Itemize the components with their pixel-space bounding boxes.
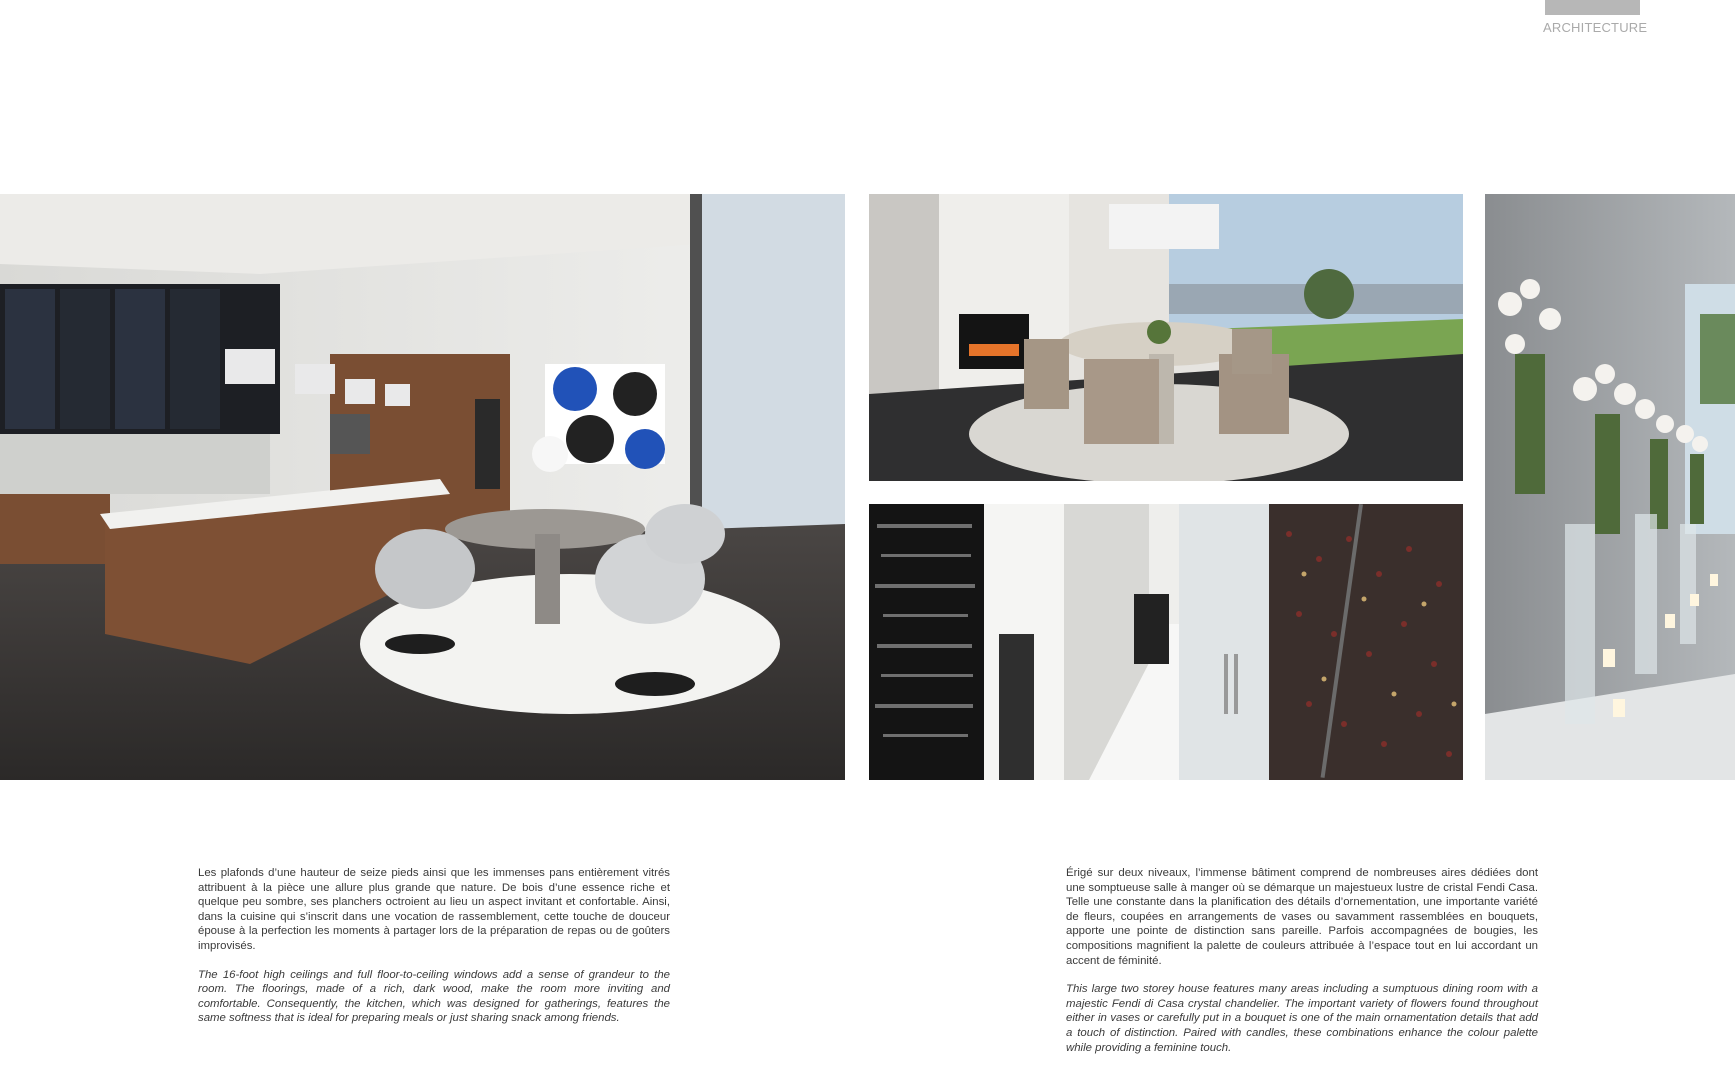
wine-cellar-hallway-photo: [869, 504, 1463, 780]
left-french-paragraph: Les plafonds d’une hauteur de seize pieds ainsi que les immenses pans entièrement vitrés attribuent à la pièce une allure plus grande que nature. De bois d’une essence riche et quelque peu sombre, ses planchers octroient au lieu un aspect invitant et confortable. Ainsi, dans la cuisine qui s’inscrit dans une vocation de rassemblement, cette touche de douceur épouse à la perfection les moments à partager lors de la préparation de repas ou de goûters improvisés.: [198, 867, 670, 952]
section-label: ARCHITECTURE: [1543, 20, 1648, 35]
right-text-column: [1066, 866, 1538, 1069]
right-french-paragraph: Érigé sur deux niveaux, l’immense bâtiment comprend de nombreuses aires dédiées dont une somptueuse salle à manger où se démarque un majestueux lustre de cristal Fendi Casa. Telle une constante dans la planification des détails d’ornementation, une importante variété de fleurs, coupées en arrangements de vases ou savamment rassemblées en bouquets, apporte une pointe de distinction sans pareille. Parfois accompagnées de bougies, les compositions magnifient la palette de couleurs attribuée à l’espace tout en lui accordant un accent de féminité.: [1066, 867, 1538, 967]
left-text-column: [198, 866, 670, 1040]
orchid-arrangement-photo: [1485, 194, 1735, 780]
kitchen-photo: [0, 194, 845, 780]
section-tab: [1545, 0, 1640, 15]
right-english-paragraph: This large two storey house features many areas including a sumptuous dining room with a majestic Fendi di Casa crystal chandelier. The important variety of flowers found throughout either in vases or carefully put in a bouquet is one of the main ornamentation details that add a touch of distinction. Paired with candles, these combinations enhance the colour palette while providing a feminine touch.: [1066, 983, 1538, 1054]
left-english-paragraph: The 16-foot high ceilings and full floor-to-ceiling windows add a sense of grandeur to the room. The floorings, made of a rich, dark wood, make the room more inviting and comfortable. Consequently, the kitchen, which was designed for gatherings, features the same softness that is ideal for preparing meals or just sharing snack among friends.: [198, 968, 670, 1025]
dining-room-photo: [869, 194, 1463, 481]
